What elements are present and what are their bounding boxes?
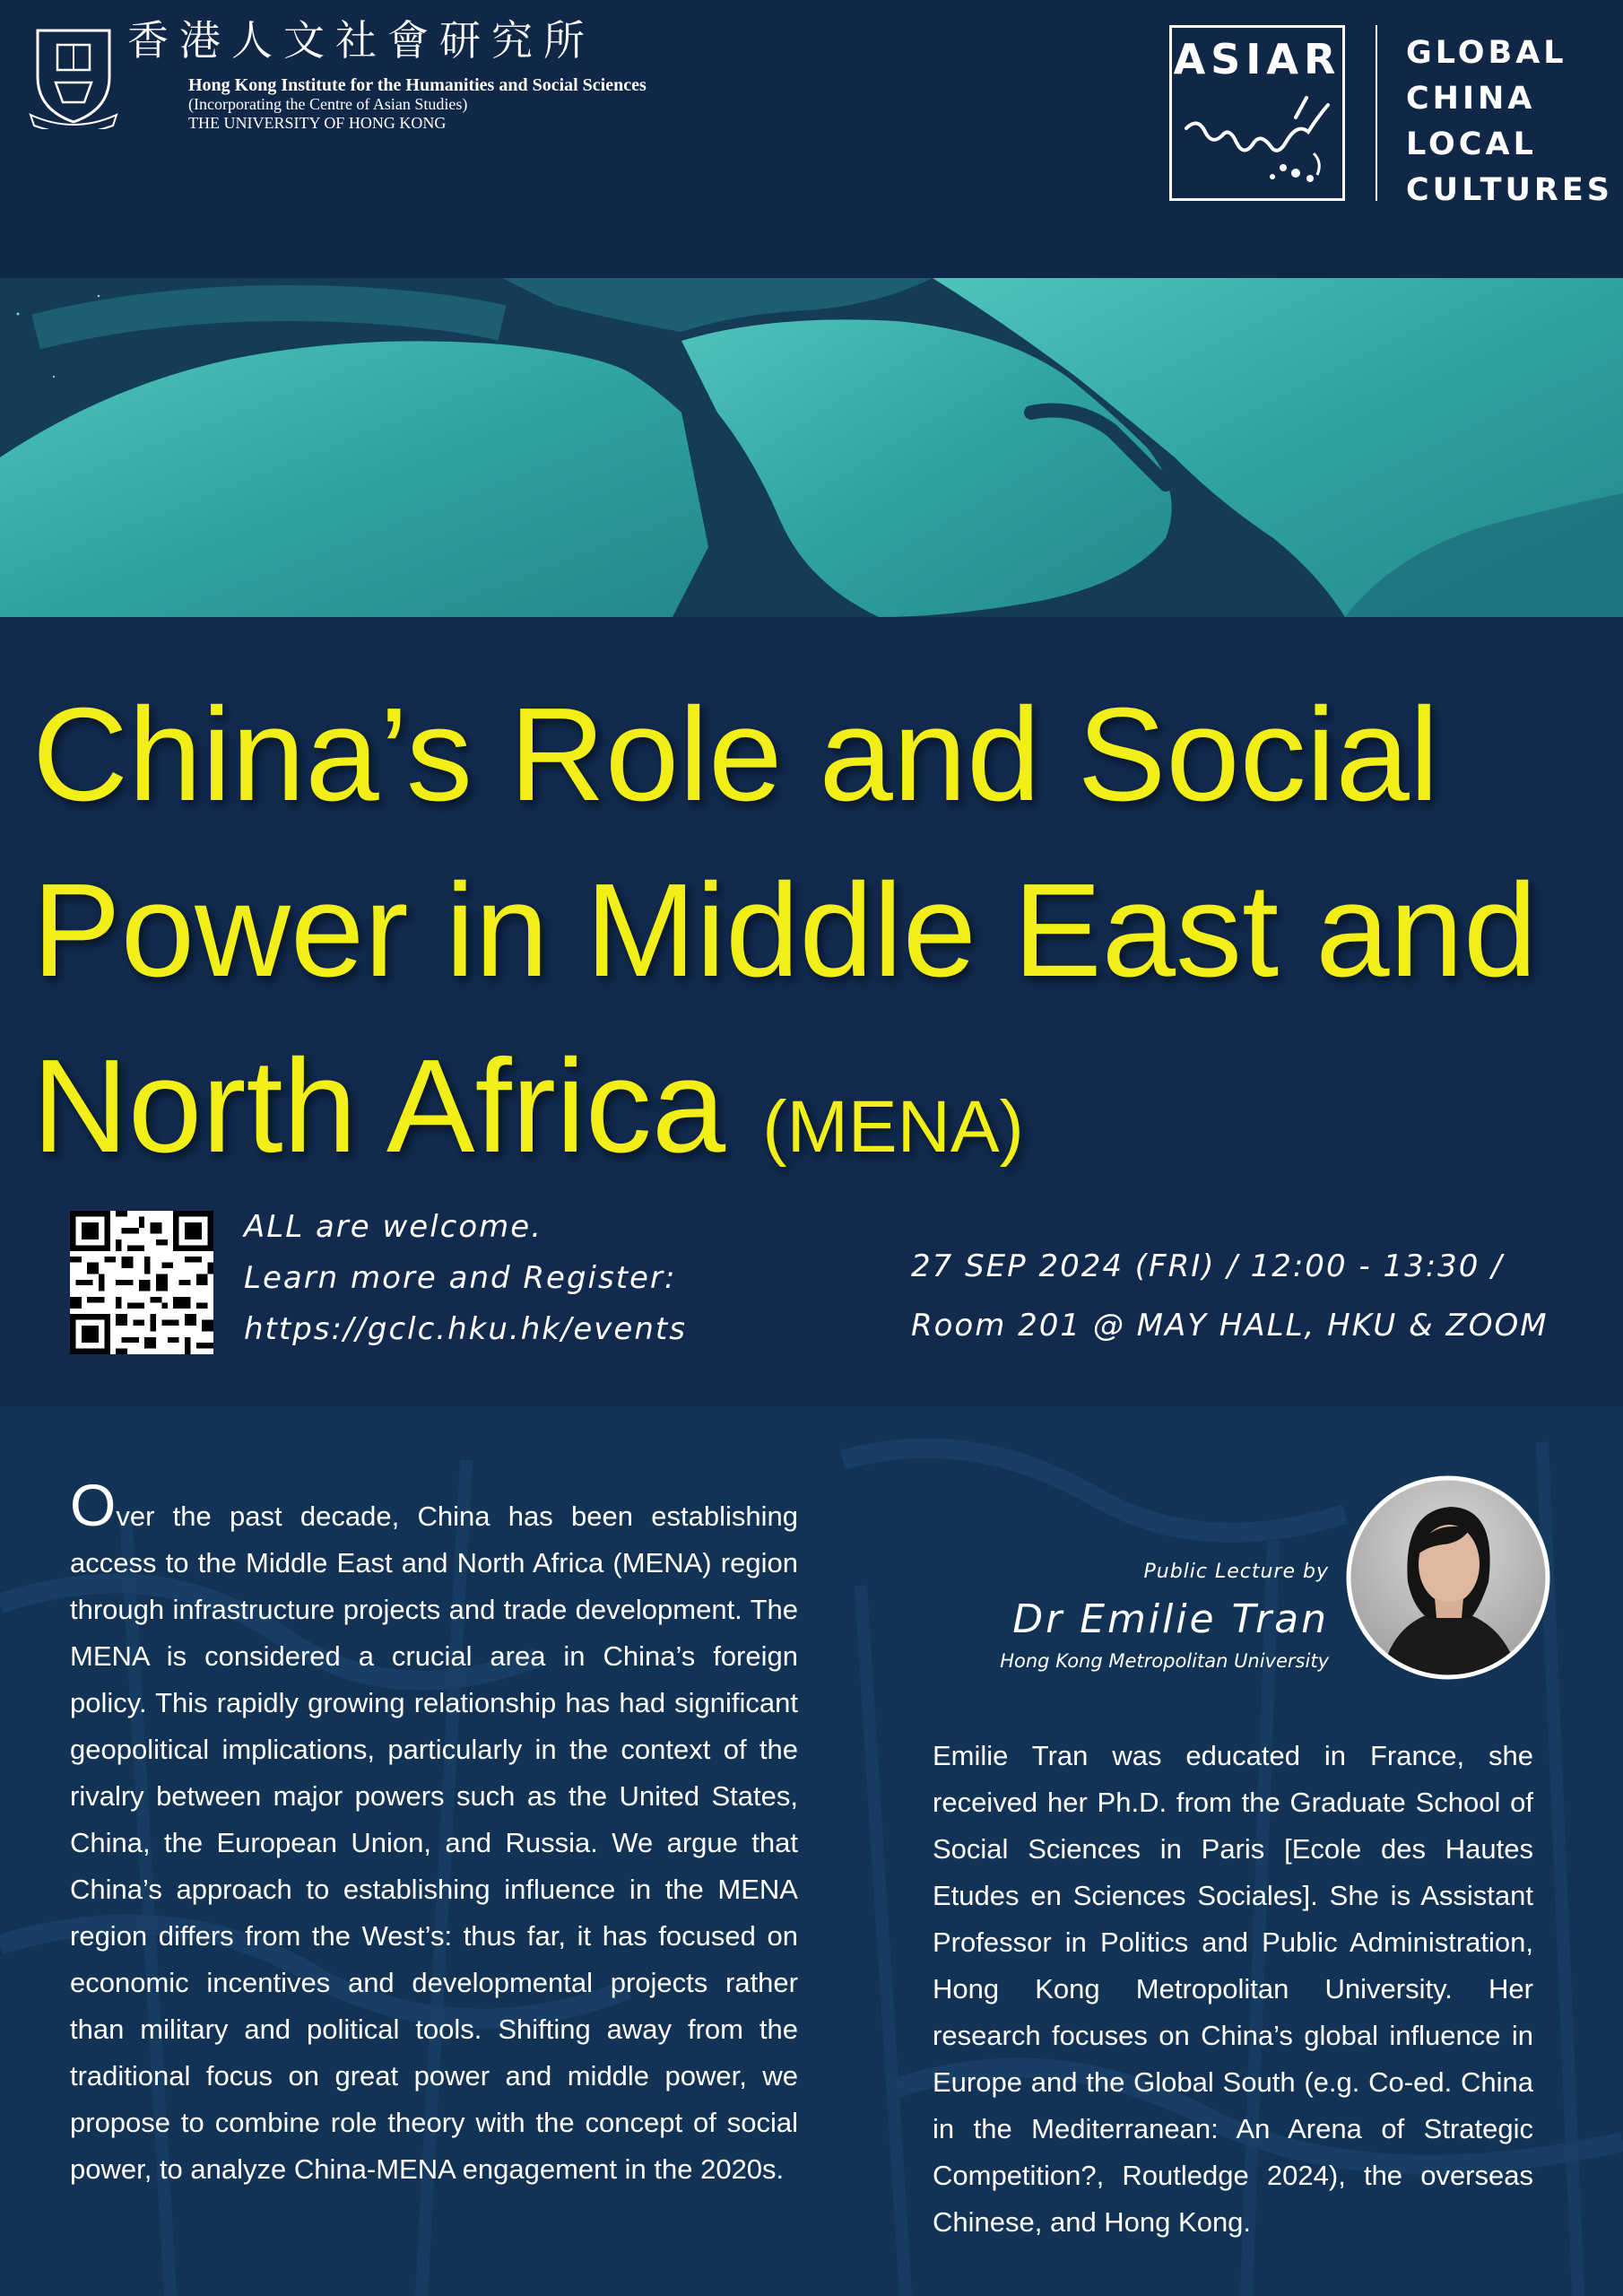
speaker-portrait xyxy=(1345,1474,1551,1681)
register-prompt: Learn more and Register: xyxy=(244,1260,677,1296)
logo-divider xyxy=(1376,25,1377,201)
institute-chinese-name: 香港人文社會研究所 xyxy=(127,16,595,65)
welcome-text: ALL are welcome. xyxy=(244,1209,543,1245)
lecture-abstract xyxy=(70,1472,798,2193)
speaker-bio: Emilie Tran was educated in France, she received her Ph.D. from the Graduate School of Social Sciences in Paris [Ecole des Hautes Etudes en Sciences Sociales]. She is Assistant Professor in Politics and Public Administration, Hong Kong Metropolitan University. Her research focuses on China’s global influence in Europe and the Global South (e.g. Co-ed. China in the Mediterranean: An Arena of Strategic Competition?, Routledge 2024), the overseas Chinese, and Hong Kong. xyxy=(933,1740,1533,2238)
event-title-suffix: (MENA) xyxy=(762,1086,1024,1168)
event-title-main: China’s Role and Social Power in Middle East and North Africa xyxy=(32,681,1538,1180)
hku-crest-icon xyxy=(29,23,118,129)
public-lecture-label: Public Lecture by xyxy=(1143,1561,1329,1583)
speaker-affiliation: Hong Kong Metropolitan University xyxy=(1000,1650,1329,1672)
abstract-text: ver the past decade, China has been establishing access to the Middle East and North Africa (MENA) region through infrastructure projects and trade development. The MENA is considered a crucial area in China’s foreign policy. This rapidly growing relationship has had significant geopolitical implications, particularly in the context of the rivalry between major powers such as the United States, China, the European Union, and Russia. We argue that China’s approach to establishing influence in the MENA region differs from the West’s: thus far, it has focused on economic incentives and developmental projects rather than military and political tools. Shifting away from the traditional focus on great power and middle power, we propose to combine role theory with the concept of social power, to analyze China-MENA engagement in the 2020s. xyxy=(70,1500,798,2185)
gclc-line-global: GLOBAL xyxy=(1406,35,1567,71)
gclc-line-local: LOCAL xyxy=(1406,126,1537,162)
university-name: THE UNIVERSITY OF HONG KONG xyxy=(188,114,447,132)
asiar-logo xyxy=(1169,25,1345,201)
gclc-wordmark xyxy=(1406,30,1613,213)
asiar-logo-text: ASIAR xyxy=(1173,35,1341,83)
abstract-drop-cap: O xyxy=(70,1472,117,1538)
gclc-line-cultures: CULTURES xyxy=(1406,172,1613,208)
institute-subtitle: (Incorporating the Centre of Asian Studies) xyxy=(188,95,468,113)
event-datetime: 27 SEP 2024 (FRI) / 12:00 - 13:30 / xyxy=(911,1248,1504,1284)
asiar-map-icon xyxy=(1179,91,1335,189)
register-link[interactable]: https://gclc.hku.hk/events xyxy=(244,1311,687,1347)
satellite-map-image xyxy=(0,278,1623,617)
gclc-line-china: CHINA xyxy=(1406,81,1536,117)
event-title xyxy=(32,667,1610,1215)
event-venue: Room 201 @ MAY HALL, HKU & ZOOM xyxy=(911,1308,1549,1344)
speaker-name: Dr Emilie Tran xyxy=(1012,1596,1329,1642)
institute-english-name: Hong Kong Institute for the Humanities and Social Sciences xyxy=(188,75,647,95)
registration-qr-code[interactable] xyxy=(70,1211,213,1354)
